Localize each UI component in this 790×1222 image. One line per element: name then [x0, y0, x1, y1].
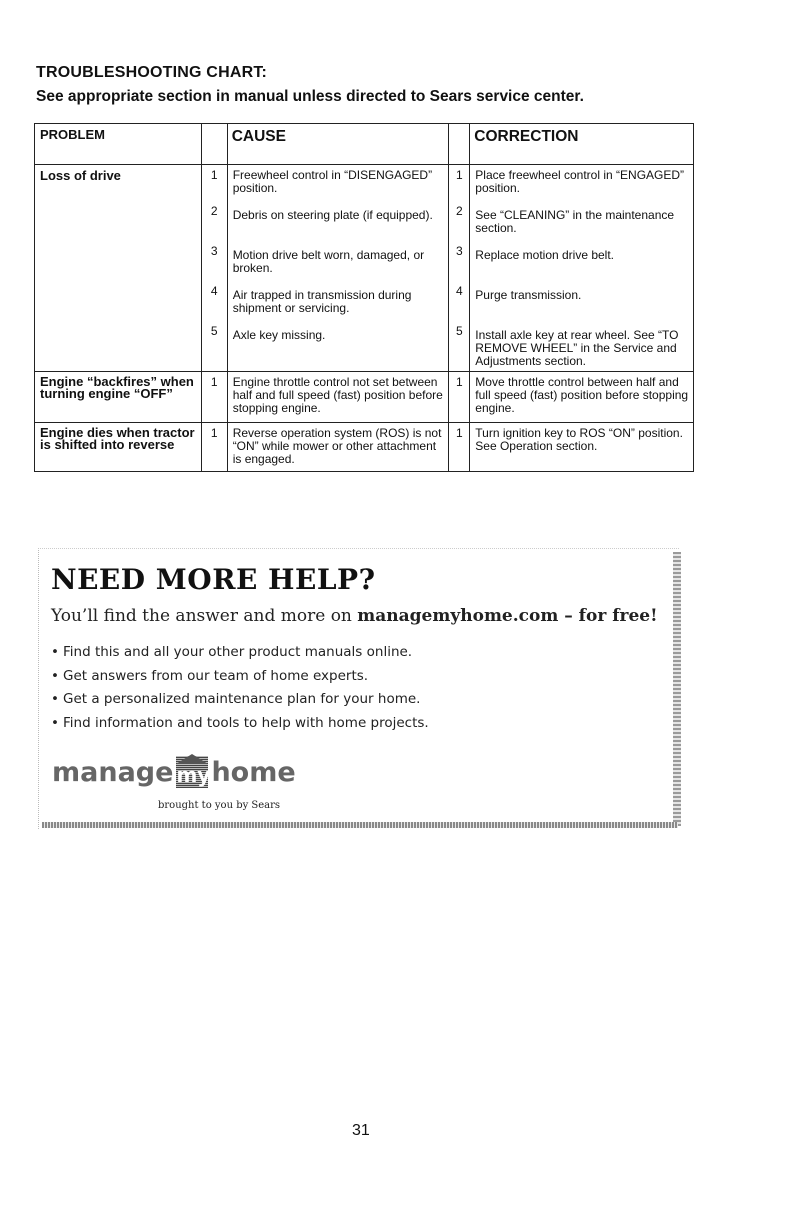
correction-number: 1	[455, 168, 463, 182]
problem-cell	[35, 372, 202, 423]
cause-text: Engine throttle control not set between half and full speed (fast) position before stopping engine.	[232, 375, 443, 415]
cause-cell	[227, 372, 449, 423]
correction-numbers	[449, 372, 470, 423]
cause-number: 4	[210, 284, 218, 298]
bullet-icon: •	[51, 691, 59, 707]
help-subtitle-suffix: – for free!	[558, 606, 658, 626]
problem-text: Engine “backfires” when turning engine “OFF”	[40, 374, 194, 401]
list-item	[51, 715, 429, 739]
cause-cell	[227, 423, 449, 472]
bullet-icon: •	[51, 667, 59, 684]
table-row	[35, 165, 694, 372]
table-row	[35, 372, 694, 423]
problem-text: Loss of drive	[40, 168, 121, 183]
chart-title: TROUBLESHOOTING CHART:	[36, 64, 268, 81]
correction-cell	[470, 423, 694, 472]
cause-text: Air trapped in transmission during shipment or servicing.	[232, 288, 412, 315]
bullet-text: Get a personalized maintenance plan for your home.	[63, 691, 421, 707]
problem-text: Engine dies when tractor is shifted into reverse	[40, 425, 195, 452]
cause-cell	[227, 165, 449, 372]
correction-text: Move throttle control between half and full speed (fast) position before stopping engine.	[475, 375, 689, 415]
cause-text: Motion drive belt worn, damaged, or broken.	[232, 248, 425, 275]
bullet-icon: •	[51, 644, 59, 660]
correction-number: 2	[455, 204, 463, 218]
correction-text: Replace motion drive belt.	[475, 248, 615, 262]
house-roof-icon	[176, 754, 208, 764]
correction-text: Install axle key at rear wheel. See “TO REMOVE WHEEL” in the Service and Adjustments section.	[475, 328, 679, 368]
correction-text: Place freewheel control in “ENGAGED” position.	[475, 168, 685, 195]
help-panel-shadow-bottom	[42, 822, 678, 828]
cause-text: Axle key missing.	[232, 328, 326, 342]
correction-number: 1	[455, 375, 463, 389]
page-number: 31	[352, 1122, 370, 1139]
header-correction: CORRECTION	[470, 124, 694, 165]
header-num-2	[449, 124, 470, 165]
correction-number: 5	[455, 324, 463, 338]
bullet-icon: •	[51, 714, 59, 731]
header-problem: PROBLEM	[35, 124, 202, 165]
logo-text-manage: manage	[52, 756, 174, 788]
help-site-link[interactable]: managemyhome.com	[357, 606, 559, 626]
correction-number: 4	[455, 284, 463, 298]
managemyhome-logo	[52, 754, 296, 790]
logo-text-my: my	[176, 763, 211, 787]
bullet-text: Get answers from our team of home experts.	[63, 667, 369, 684]
header-cause: CAUSE	[227, 124, 449, 165]
cause-numbers	[201, 372, 227, 423]
problem-cell	[35, 165, 202, 372]
help-title: NEED MORE HELP?	[51, 563, 376, 596]
correction-numbers	[449, 423, 470, 472]
cause-text: Debris on steering plate (if equipped).	[232, 208, 433, 222]
list-item	[51, 644, 429, 668]
cause-text: Freewheel control in “DISENGAGED” position.	[232, 168, 433, 195]
correction-text: Turn ignition key to ROS “ON” position. See Operation section.	[475, 426, 683, 453]
list-item	[51, 691, 429, 715]
correction-text: See “CLEANING” in the maintenance section.	[475, 208, 675, 235]
table-row	[35, 423, 694, 472]
cause-numbers	[201, 423, 227, 472]
help-bullet-list	[51, 644, 429, 738]
correction-text: Purge transmission.	[475, 288, 582, 302]
cause-number: 1	[210, 426, 218, 440]
bullet-text: Find this and all your other product manuals online.	[63, 644, 413, 660]
table-header-row	[35, 124, 694, 165]
correction-cell	[470, 165, 694, 372]
correction-number: 1	[455, 426, 463, 440]
cause-number: 1	[210, 375, 218, 389]
cause-numbers	[201, 165, 227, 372]
problem-cell	[35, 423, 202, 472]
troubleshooting-table	[34, 123, 694, 472]
cause-number: 3	[210, 244, 218, 258]
help-subtitle-prefix: You’ll find the answer and more on	[51, 606, 358, 626]
chart-subtitle: See appropriate section in manual unless directed to Sears service center.	[36, 88, 584, 105]
correction-number: 3	[455, 244, 463, 258]
cause-text: Reverse operation system (ROS) is not “ON” while mower or other attachment is engaged.	[232, 426, 442, 466]
help-subtitle	[51, 606, 658, 626]
cause-number: 5	[210, 324, 218, 338]
list-item	[51, 668, 429, 692]
correction-cell	[470, 372, 694, 423]
header-num-1	[201, 124, 227, 165]
cause-number: 1	[210, 168, 218, 182]
brought-by-text: brought to you by Sears	[158, 800, 281, 811]
cause-number: 2	[210, 204, 218, 218]
logo-text-home: home	[211, 756, 296, 788]
logo-house-icon	[176, 756, 211, 788]
correction-numbers	[449, 165, 470, 372]
bullet-text: Find information and tools to help with home projects.	[63, 714, 429, 731]
help-panel-shadow-right	[673, 552, 681, 826]
